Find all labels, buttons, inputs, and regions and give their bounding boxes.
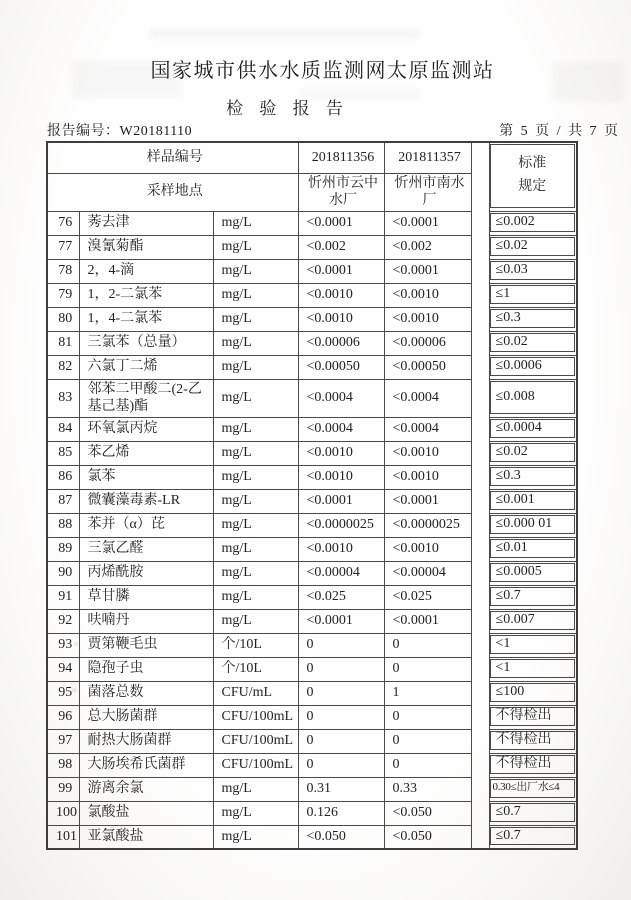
cell-no: 86: [47, 465, 79, 489]
cell-no: 94: [47, 657, 79, 681]
cell-v1: <0.00050: [298, 355, 384, 379]
standard-value-box: ≤0.7: [490, 803, 576, 822]
cell-no: 93: [47, 633, 79, 657]
cell-standard: [489, 777, 577, 801]
cell-standard: [489, 633, 577, 657]
cell-v2: <0.0010: [384, 465, 471, 489]
cell-v1: <0.0010: [298, 283, 384, 307]
cell-v2: <0.00050: [384, 355, 471, 379]
cell-no: 79: [47, 283, 79, 307]
table-gap-column: [471, 142, 489, 849]
sample-no-2: 201811357: [384, 142, 471, 173]
cell-unit: CFU/100mL: [213, 729, 298, 753]
standard-value-box: ≤0.0005: [490, 563, 576, 582]
standard-value-box: ≤0.0004: [490, 419, 576, 438]
cell-standard: [489, 705, 577, 729]
cell-standard: [489, 609, 577, 633]
standard-value-box: <1: [490, 635, 576, 654]
cell-standard: [489, 537, 577, 561]
cell-unit: mg/L: [213, 801, 298, 825]
cell-name: 莠去津: [79, 211, 213, 235]
cell-name: 亚氯酸盐: [79, 825, 213, 849]
cell-no: 88: [47, 513, 79, 537]
cell-unit: 个/10L: [213, 633, 298, 657]
cell-no: 85: [47, 441, 79, 465]
standard-value-box: 不得检出: [490, 707, 576, 726]
cell-v2: <0.0004: [384, 417, 471, 441]
cell-standard: [489, 681, 577, 705]
standard-value-box: ≤0.002: [490, 213, 576, 232]
cell-standard: [489, 283, 577, 307]
cell-no: 95: [47, 681, 79, 705]
cell-name: 氯苯: [79, 465, 213, 489]
table-row: [47, 753, 577, 777]
cell-name: 大肠埃希氏菌群: [79, 753, 213, 777]
cell-name: 草甘膦: [79, 585, 213, 609]
cell-unit: mg/L: [213, 825, 298, 849]
cell-unit: CFU/mL: [213, 681, 298, 705]
cell-v2: 0: [384, 729, 471, 753]
cell-name: 六氯丁二烯: [79, 355, 213, 379]
cell-standard: [489, 801, 577, 825]
page-indicator: 第 5 页 / 共 7 页: [499, 124, 620, 139]
cell-standard: [489, 331, 577, 355]
cell-name: 菌落总数: [79, 681, 213, 705]
cell-unit: mg/L: [213, 537, 298, 561]
cell-no: 92: [47, 609, 79, 633]
cell-name: 苯并（α）芘: [79, 513, 213, 537]
sample-no-1: 201811356: [298, 142, 384, 173]
cell-name: 微囊藻毒素-LR: [79, 489, 213, 513]
cell-standard: [489, 417, 577, 441]
table-row: [47, 235, 577, 259]
table-row: [47, 211, 577, 235]
cell-v2: <0.0010: [384, 307, 471, 331]
report-title: 检 验 报 告: [226, 99, 349, 118]
cell-v1: <0.0001: [298, 211, 384, 235]
standard-value-box: ≤0.3: [490, 309, 576, 328]
report-number-label: 报告编号：: [47, 124, 120, 139]
cell-unit: mg/L: [213, 283, 298, 307]
table-row: [47, 633, 577, 657]
cell-name: 1，4-二氯苯: [79, 307, 213, 331]
cell-no: 87: [47, 489, 79, 513]
table-row: [47, 379, 577, 417]
cell-name: 三氯乙醛: [79, 537, 213, 561]
cell-v2: 1: [384, 681, 471, 705]
standard-value-box: ≤0.7: [490, 587, 576, 606]
cell-name: 1，2-二氯苯: [79, 283, 213, 307]
cell-v2: <0.0001: [384, 609, 471, 633]
report-meta: [47, 120, 620, 140]
cell-v1: 0.126: [298, 801, 384, 825]
standard-value-box: ≤100: [490, 683, 576, 702]
standard-value-box: ≤0.007: [490, 611, 576, 630]
standard-value-box: ≤0.02: [490, 443, 576, 462]
cell-v1: 0: [298, 681, 384, 705]
cell-v1: <0.0010: [298, 307, 384, 331]
cell-v2: <0.00006: [384, 331, 471, 355]
cell-v1: 0: [298, 753, 384, 777]
cell-unit: mg/L: [213, 489, 298, 513]
standard-value-box: <1: [490, 659, 576, 678]
cell-v2: <0.0001: [384, 259, 471, 283]
table-row: [47, 331, 577, 355]
cell-unit: CFU/100mL: [213, 753, 298, 777]
cell-name: 氯酸盐: [79, 801, 213, 825]
cell-v2: <0.0004: [384, 379, 471, 417]
sample-location-label: 采样地点: [47, 173, 298, 211]
scan-artifact: [150, 28, 420, 39]
cell-standard: [489, 379, 577, 417]
cell-name: 苯乙烯: [79, 441, 213, 465]
cell-standard: [489, 825, 577, 849]
cell-unit: mg/L: [213, 331, 298, 355]
cell-name: 溴氰菊酯: [79, 235, 213, 259]
cell-v2: <0.0000025: [384, 513, 471, 537]
table-row: [47, 801, 577, 825]
cell-standard: [489, 441, 577, 465]
cell-name: 三氯苯（总量）: [79, 331, 213, 355]
cell-no: 80: [47, 307, 79, 331]
cell-v1: 0: [298, 729, 384, 753]
cell-v2: <0.0001: [384, 211, 471, 235]
cell-v1: 0: [298, 633, 384, 657]
cell-name: 丙烯酰胺: [79, 561, 213, 585]
cell-standard: [489, 235, 577, 259]
cell-v2: 0: [384, 633, 471, 657]
cell-name: 2，4-滴: [79, 259, 213, 283]
cell-no: 76: [47, 211, 79, 235]
cell-unit: mg/L: [213, 609, 298, 633]
cell-name: 总大肠菌群: [79, 705, 213, 729]
cell-v2: 0: [384, 753, 471, 777]
cell-no: 78: [47, 259, 79, 283]
cell-no: 90: [47, 561, 79, 585]
results-table: [46, 141, 578, 850]
cell-unit: mg/L: [213, 355, 298, 379]
cell-standard: [489, 307, 577, 331]
sample-no-label: 样品编号: [47, 142, 298, 173]
table-row: [47, 355, 577, 379]
cell-unit: mg/L: [213, 307, 298, 331]
report-number-value: W20181110: [119, 124, 193, 139]
table-row: [47, 417, 577, 441]
cell-unit: mg/L: [213, 441, 298, 465]
cell-name: 环氧氯丙烷: [79, 417, 213, 441]
cell-v1: <0.050: [298, 825, 384, 849]
cell-v1: <0.0004: [298, 417, 384, 441]
cell-v1: 0: [298, 657, 384, 681]
cell-v1: 0: [298, 705, 384, 729]
cell-no: 97: [47, 729, 79, 753]
cell-v1: <0.0010: [298, 537, 384, 561]
cell-no: 101: [47, 825, 79, 849]
cell-name: 耐热大肠菌群: [79, 729, 213, 753]
cell-v2: <0.0010: [384, 283, 471, 307]
cell-standard: [489, 355, 577, 379]
cell-v2: 0: [384, 657, 471, 681]
cell-v1: <0.0001: [298, 609, 384, 633]
standard-value-box: ≤1: [490, 285, 576, 304]
location-2: 忻州市南水厂: [384, 173, 471, 211]
standard-value-box: 不得检出: [490, 755, 576, 774]
cell-unit: CFU/100mL: [213, 705, 298, 729]
cell-unit: mg/L: [213, 417, 298, 441]
cell-unit: mg/L: [213, 379, 298, 417]
cell-unit: mg/L: [213, 585, 298, 609]
cell-no: 83: [47, 379, 79, 417]
standard-header-cell: [489, 142, 577, 211]
cell-name: 隐孢子虫: [79, 657, 213, 681]
cell-no: 91: [47, 585, 79, 609]
cell-v2: <0.050: [384, 801, 471, 825]
cell-no: 99: [47, 777, 79, 801]
cell-no: 89: [47, 537, 79, 561]
standard-value-box: ≤0.008: [490, 381, 576, 414]
cell-unit: mg/L: [213, 465, 298, 489]
cell-no: 84: [47, 417, 79, 441]
standard-value-box: 不得检出: [490, 731, 576, 750]
cell-v1: 0.31: [298, 777, 384, 801]
table-row: [47, 609, 577, 633]
cell-v2: <0.00004: [384, 561, 471, 585]
cell-v2: <0.0010: [384, 537, 471, 561]
cell-no: 96: [47, 705, 79, 729]
cell-unit: mg/L: [213, 513, 298, 537]
table-row: [47, 777, 577, 801]
cell-name: 贾第鞭毛虫: [79, 633, 213, 657]
cell-v1: <0.025: [298, 585, 384, 609]
cell-v1: <0.0001: [298, 259, 384, 283]
cell-standard: [489, 561, 577, 585]
cell-name: 呋喃丹: [79, 609, 213, 633]
cell-v2: <0.002: [384, 235, 471, 259]
cell-no: 81: [47, 331, 79, 355]
standard-value-box: ≤0.000 01: [490, 515, 576, 534]
cell-v1: <0.0010: [298, 441, 384, 465]
cell-standard: [489, 259, 577, 283]
cell-v2: <0.050: [384, 825, 471, 849]
standard-value-box: ≤0.001: [490, 491, 576, 510]
cell-v1: <0.0000025: [298, 513, 384, 537]
cell-standard: [489, 513, 577, 537]
standard-value-box: ≤0.02: [490, 333, 576, 352]
cell-standard: [489, 657, 577, 681]
cell-no: 82: [47, 355, 79, 379]
table-row: [47, 585, 577, 609]
table-row: [47, 537, 577, 561]
standard-label: 标准规定: [518, 156, 547, 194]
cell-unit: mg/L: [213, 777, 298, 801]
table-row: [47, 681, 577, 705]
standard-value-box: ≤0.3: [490, 467, 576, 486]
cell-v2: 0: [384, 705, 471, 729]
table-row: [47, 705, 577, 729]
standard-value-box: ≤0.0006: [490, 357, 576, 376]
location-1: 忻州市云中水厂: [298, 173, 384, 211]
table-row: [47, 561, 577, 585]
cell-v1: <0.0010: [298, 465, 384, 489]
cell-name: 邻苯二甲酸二(2-乙基己基)酯: [79, 379, 213, 417]
table-row: [47, 513, 577, 537]
cell-no: 77: [47, 235, 79, 259]
cell-unit: mg/L: [213, 259, 298, 283]
header-row-sample-no: [47, 142, 577, 173]
table-row: [47, 657, 577, 681]
cell-v1: <0.0001: [298, 489, 384, 513]
table-row: [47, 441, 577, 465]
cell-unit: mg/L: [213, 235, 298, 259]
cell-v1: <0.002: [298, 235, 384, 259]
table-row: [47, 465, 577, 489]
standard-header-box: [490, 144, 576, 208]
cell-unit: mg/L: [213, 561, 298, 585]
cell-standard: [489, 489, 577, 513]
cell-v1: <0.00004: [298, 561, 384, 585]
standard-value-box: 0.30≤出厂水≤4: [490, 779, 576, 798]
standard-value-box: ≤0.7: [490, 827, 576, 846]
table-row: [47, 825, 577, 849]
report-number: [47, 120, 192, 140]
cell-v2: <0.0001: [384, 489, 471, 513]
cell-standard: [489, 585, 577, 609]
cell-no: 100: [47, 801, 79, 825]
cell-unit: mg/L: [213, 211, 298, 235]
table-row: [47, 307, 577, 331]
cell-standard: [489, 753, 577, 777]
table-row: [47, 283, 577, 307]
table-row: [47, 259, 577, 283]
cell-standard: [489, 465, 577, 489]
cell-no: 98: [47, 753, 79, 777]
table-row: [47, 729, 577, 753]
cell-v1: <0.00006: [298, 331, 384, 355]
standard-value-box: ≤0.01: [490, 539, 576, 558]
cell-name: 游离余氯: [79, 777, 213, 801]
station-title: 国家城市供水水质监测网太原监测站: [150, 60, 495, 82]
cell-unit: 个/10L: [213, 657, 298, 681]
standard-value-box: ≤0.03: [490, 261, 576, 280]
cell-v2: <0.0010: [384, 441, 471, 465]
cell-v1: <0.0004: [298, 379, 384, 417]
cell-v2: <0.025: [384, 585, 471, 609]
table-row: [47, 489, 577, 513]
cell-standard: [489, 729, 577, 753]
standard-value-box: ≤0.02: [490, 237, 576, 256]
cell-v2: 0.33: [384, 777, 471, 801]
cell-standard: [489, 211, 577, 235]
